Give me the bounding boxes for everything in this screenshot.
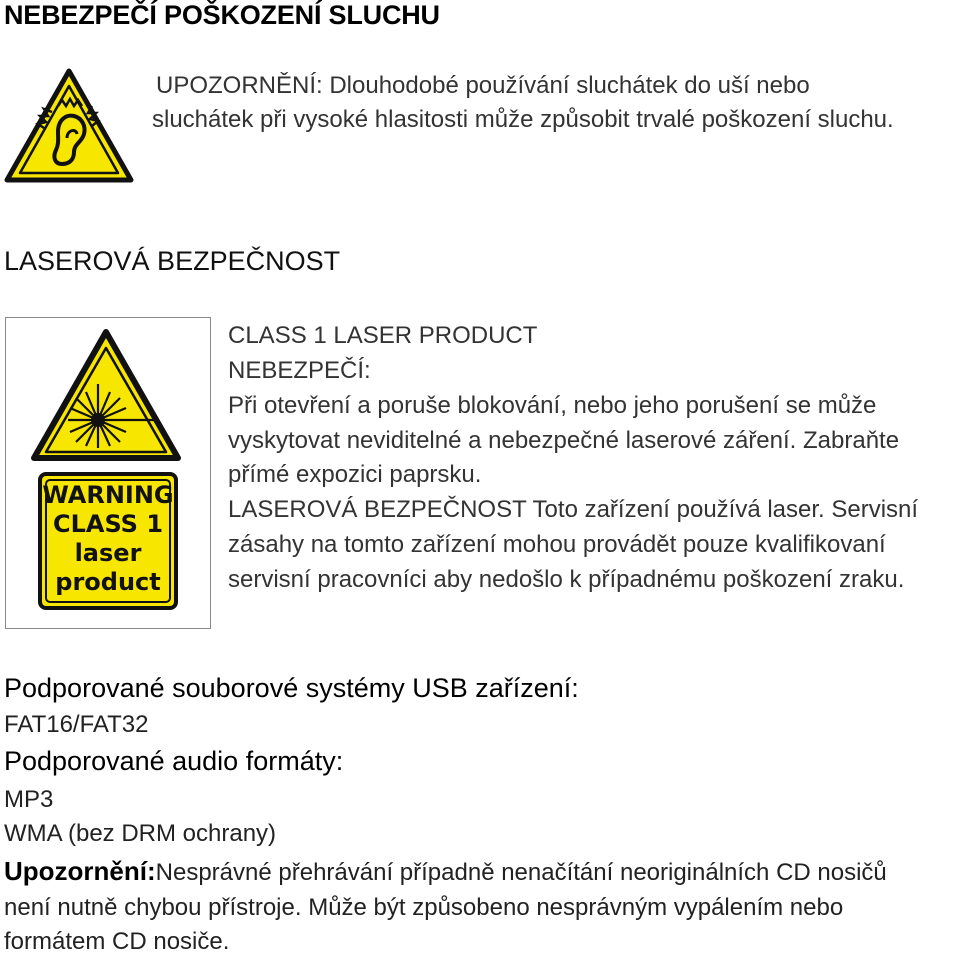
audio-format-mp3: MP3 [4, 786, 54, 813]
notice-line-2: není nutně chybou přístroje. Může být způsobeno nesprávným vypálením nebo [4, 894, 844, 921]
laser-text-line-6: LASEROVÁ BEZPEČNOST Toto zařízení používá laser. Servisní [228, 496, 919, 523]
notice-text-1: Nesprávné přehrávání případně nenačítání neoriginálních CD nosičů [155, 859, 887, 886]
hearing-heading: NEBEZPEČÍ POŠKOZENÍ SLUCHU [4, 0, 440, 30]
laser-label-frame [5, 317, 211, 629]
laser-label-line-2: CLASS 1 [52, 510, 164, 538]
laser-label-line-1: WARNING [42, 481, 174, 509]
audio-format-wma: WMA (bez DRM ochrany) [4, 820, 277, 847]
laser-text-line-8: servisní pracovníci aby nedošlo k případnému poškození zraku. [228, 566, 905, 593]
usb-filesystems-heading: Podporované souborové systémy USB zařízení: [4, 673, 579, 703]
laser-text-line-2: NEBEZPEČÍ: [228, 357, 371, 384]
hearing-warning-line-1: UPOZORNĚNÍ: Dlouhodobé používání sluchátek do uší nebo [156, 72, 810, 99]
usb-filesystems-value: FAT16/FAT32 [4, 711, 149, 738]
laser-label-line-4: product [55, 568, 161, 596]
notice-line-3: formátem CD nosiče. [4, 928, 230, 955]
laser-label-line-3: laser [74, 539, 142, 567]
hearing-warning-line-2: sluchátek při vysoké hlasitosti může způsobit trvalé poškození sluchu. [152, 106, 894, 133]
audio-formats-heading: Podporované audio formáty: [4, 746, 344, 776]
laser-text-line-7: zásahy na tomto zařízení mohou provádět pouze kvalifikovaní [228, 531, 886, 558]
notice-label: Upozornění: [4, 856, 156, 886]
ear-noise-warning-icon [4, 68, 134, 184]
laser-text-line-4: vyskytovat neviditelné a nebezpečné laserové záření. Zabraňte [228, 427, 900, 454]
notice-line-1 [4, 856, 887, 887]
laser-text-line-1: CLASS 1 LASER PRODUCT [228, 322, 538, 349]
laser-text-line-5: přímé expozici paprsku. [228, 461, 482, 488]
laser-heading: LASEROVÁ BEZPEČNOST [4, 246, 341, 276]
laser-text-line-3: Při otevření a poruše blokování, nebo jeho porušení se může [228, 392, 877, 419]
